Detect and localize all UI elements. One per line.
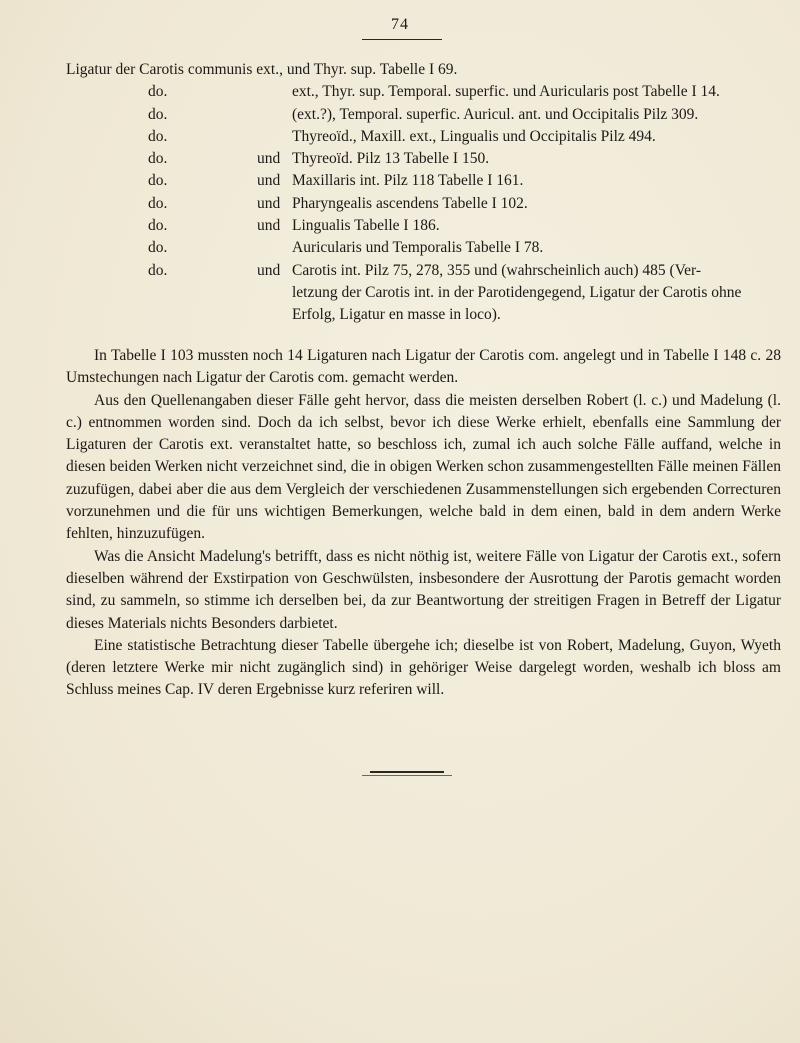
page-number-rule xyxy=(362,39,442,40)
list-row-text: Lingualis Tabelle I 186. xyxy=(292,217,440,235)
paragraph: Aus den Quellenangaben dieser Fälle geht hervor, dass die meisten derselben Robert (l. c.) und Madelung (l. c.) entnommen worden sind. Doch da ich selbst, bevor ich diese Werke erhielt, ebenfalls eine Sammlung der Ligaturen der Carotis ext. veranstaltet hatte, so beschloss ich, zumal ich auch solche Fälle auffand, welche in diesen beiden Werken nicht verzeichnet sind, die in obigen Werken schon zusammengestellten Fälle meinen Fällen zuzufügen, dabei aber die aus dem Vergleich der verschiedenen Zusammenstellungen sich ergebenden Correcturen vorzunehmen und die für uns wichtigen Bemerkungen, welche bald in dem einen, bald in dem andern Werke fehlten, hinzuzufügen. xyxy=(66,391,781,543)
ditto-mark: do. xyxy=(148,105,168,123)
ligature-list xyxy=(66,59,781,327)
list-row-text: Thyreoïd. Pilz 13 Tabelle I 150. xyxy=(292,150,490,168)
list-row-text: Pharyngealis ascendens Tabelle I 102. xyxy=(292,194,528,212)
list-row xyxy=(66,81,781,103)
list-first-line xyxy=(66,59,781,81)
list-row-text: Auricularis und Temporalis Tabelle I 78. xyxy=(292,239,544,257)
ditto-mark: do. xyxy=(148,217,168,235)
list-continuation-text: Erfolg, Ligatur en masse in loco). xyxy=(292,306,501,324)
end-rule xyxy=(370,771,444,773)
list-row xyxy=(66,148,781,170)
body-text xyxy=(66,345,781,702)
end-rule-thin xyxy=(362,775,452,776)
und-word: und xyxy=(257,261,281,279)
ditto-mark: do. xyxy=(148,83,168,101)
list-continuation-text: letzung der Carotis int. in der Parotidengegend, Ligatur der Carotis ohne xyxy=(292,283,742,301)
list-row-text: (ext.?), Temporal. superfic. Auricul. ant. und Occipitalis Pilz 309. xyxy=(292,105,699,123)
list-row-text: Maxillaris int. Pilz 118 Tabelle I 161. xyxy=(292,172,524,190)
list-row-text: ext., Thyr. sup. Temporal. superfic. und Auricularis post Tabelle I 14. xyxy=(292,83,720,101)
list-row xyxy=(66,215,781,237)
und-word: und xyxy=(257,194,281,212)
list-row xyxy=(66,260,781,282)
paragraph: Was die Ansicht Madelung's betrifft, dass es nicht nöthig ist, weitere Fälle von Ligatur der Carotis ext., sofern dieselben während der Exstirpation von Geschwülsten, insbesondere der Ausrottung der Parotis gemacht worden sind, zu sammeln, so stimme ich derselben bei, da zur Beantwortung der streitigen Fragen in Betreff der Ligatur dieses Materials nichts Besonders darbietet. xyxy=(66,547,781,632)
list-row xyxy=(66,193,781,215)
list-row xyxy=(66,104,781,126)
list-row xyxy=(66,170,781,192)
und-word: und xyxy=(257,150,281,168)
page-number: 74 xyxy=(391,16,409,33)
paragraph: In Tabelle I 103 mussten noch 14 Ligaturen nach Ligatur der Carotis com. angelegt und in Tabelle I 148 c. 28 Umstechungen nach Ligatur der Carotis com. gemacht werden. xyxy=(66,347,781,387)
und-word: und xyxy=(257,172,281,190)
list-row-text: Carotis int. Pilz 75, 278, 355 und (wahrscheinlich auch) 485 (Ver- xyxy=(292,261,702,279)
ditto-mark: do. xyxy=(148,150,168,168)
list-continuation-line xyxy=(66,304,781,326)
ditto-mark: do. xyxy=(148,127,168,145)
ditto-mark: do. xyxy=(148,194,168,212)
und-word: und xyxy=(257,217,281,235)
list-first-line-text: Ligatur der Carotis communis ext., und Thyr. sup. Tabelle I 69. xyxy=(66,61,458,78)
ditto-mark: do. xyxy=(148,261,168,279)
list-row xyxy=(66,237,781,259)
list-row xyxy=(66,126,781,148)
list-row-text: Thyreoïd., Maxill. ext., Lingualis und Occipitalis Pilz 494. xyxy=(292,127,656,145)
list-continuation-line xyxy=(66,282,781,304)
ditto-mark: do. xyxy=(148,239,168,257)
ditto-mark: do. xyxy=(148,172,168,190)
paragraph: Eine statistische Betrachtung dieser Tabelle übergehe ich; dieselbe ist von Robert, Madelung, Guyon, Wyeth (deren letztere Werke mir nicht zugänglich sind) in gehöriger Weise dargelegt worden, weshalb ich bloss am Schluss meines Cap. IV deren Ergebnisse kurz referiren will. xyxy=(66,636,781,699)
